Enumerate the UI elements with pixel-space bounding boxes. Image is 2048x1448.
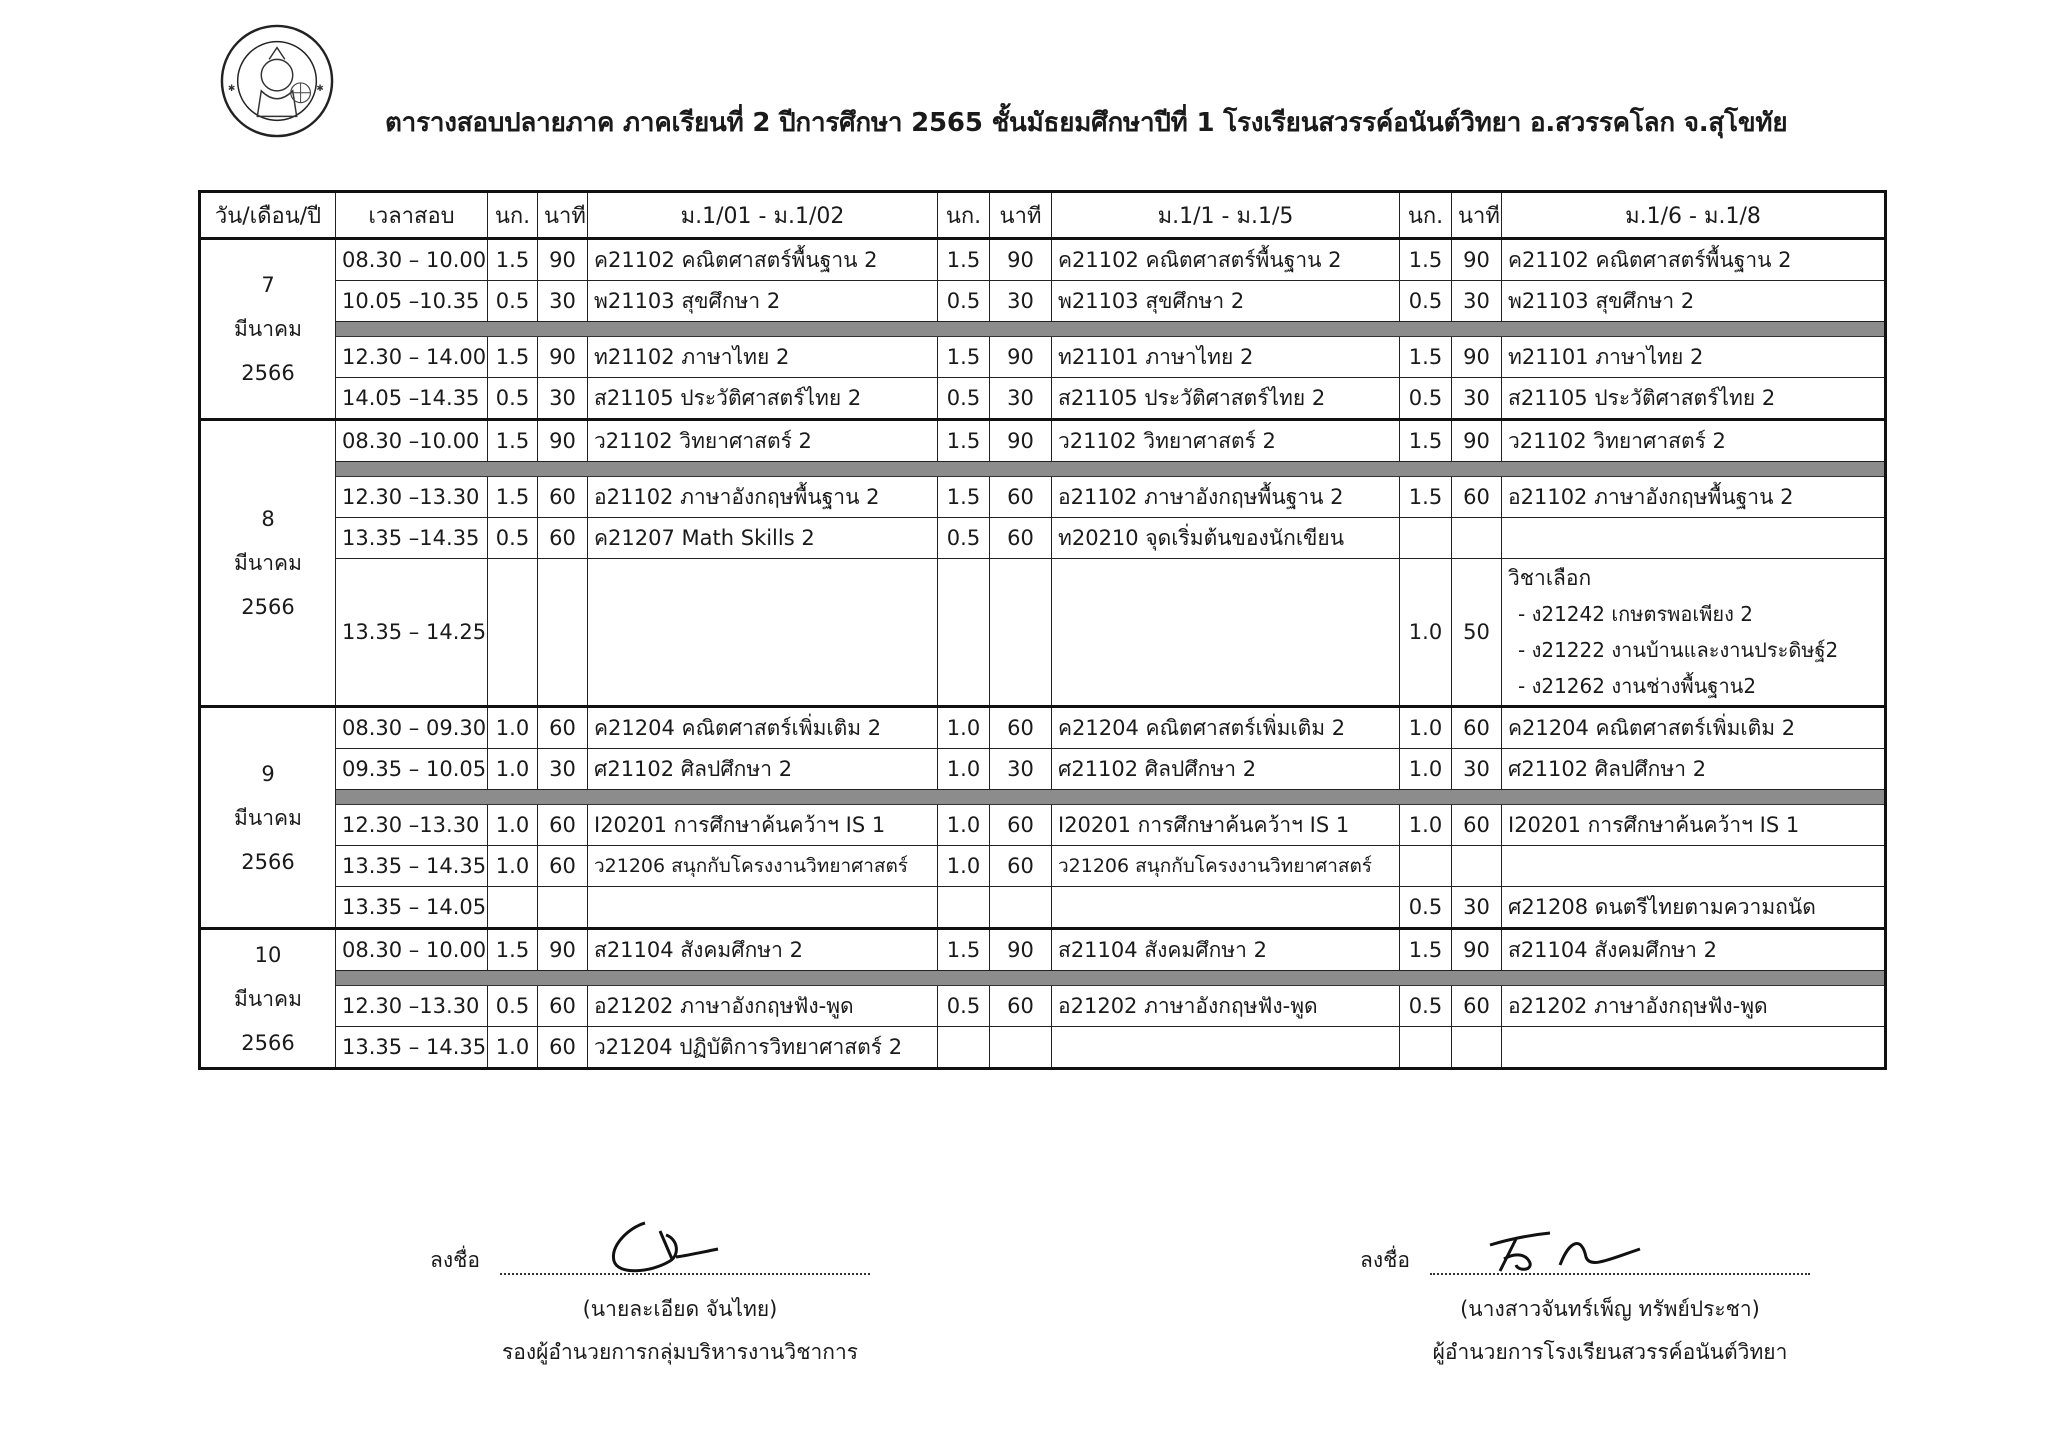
exam-time: 10.05 –10.35 — [336, 281, 488, 322]
minutes-cell: 90 — [538, 929, 588, 971]
elective-item: - ง21242 เกษตรพอเพียง 2 — [1518, 602, 1753, 626]
header-credit: นก. — [1400, 192, 1452, 239]
exam-time: 08.30 –10.00 — [336, 420, 488, 462]
signer-name: (นายละเอียด จันไทย) — [582, 1297, 778, 1321]
subject-cell: ส21105 ประวัติศาสตร์ไทย 2 — [588, 378, 938, 420]
credit-cell: 1.0 — [1400, 707, 1452, 749]
credit-cell: 0.5 — [938, 281, 990, 322]
subject-cell: ท21101 ภาษาไทย 2 — [1052, 337, 1400, 378]
subject-cell: ค21204 คณิตศาสตร์เพิ่มเติม 2 — [588, 707, 938, 749]
subject-cell: ท21101 ภาษาไทย 2 — [1502, 337, 1886, 378]
sign-label: ลงชื่อ — [430, 1248, 480, 1272]
sign-label: ลงชื่อ — [1360, 1248, 1410, 1272]
exam-time: 14.05 –14.35 — [336, 378, 488, 420]
table-row — [200, 281, 1886, 322]
subject-cell — [588, 887, 938, 929]
minutes-cell: 30 — [1452, 281, 1502, 322]
exam-time: 12.30 – 14.00 — [336, 337, 488, 378]
signer-name: (นางสาวจันทร์เพ็ญ ทรัพย์ประชา) — [1460, 1297, 1760, 1321]
credit-cell: 1.5 — [938, 420, 990, 462]
exam-time: 13.35 – 14.35 — [336, 846, 488, 887]
minutes-cell: 50 — [1452, 559, 1502, 707]
subject-cell: อ21202 ภาษาอังกฤษฟัง-พูด — [1052, 986, 1400, 1027]
day-cell: 7 มีนาคม 2566 — [200, 239, 336, 420]
minutes-cell: 30 — [538, 749, 588, 790]
subject-cell: พ21103 สุขศึกษา 2 — [588, 281, 938, 322]
table-row — [200, 1027, 1886, 1069]
exam-time: 12.30 –13.30 — [336, 986, 488, 1027]
exam-time: 08.30 – 09.30 — [336, 707, 488, 749]
header-date: วัน/เดือน/ปี — [200, 192, 336, 239]
credit-cell: 1.5 — [1400, 239, 1452, 281]
minutes-cell — [538, 887, 588, 929]
credit-cell: 1.0 — [488, 749, 538, 790]
subject-cell: ศ21208 ดนตรีไทยตามความถนัด — [1502, 887, 1886, 929]
minutes-cell: 90 — [538, 420, 588, 462]
svg-text:✱: ✱ — [227, 83, 236, 94]
credit-cell: 1.5 — [488, 929, 538, 971]
subject-cell: พ21103 สุขศึกษา 2 — [1502, 281, 1886, 322]
credit-cell: 1.5 — [488, 239, 538, 281]
elective-subjects-cell — [1502, 559, 1886, 707]
minutes-cell — [990, 887, 1052, 929]
subject-cell: ค21102 คณิตศาสตร์พื้นฐาน 2 — [1052, 239, 1400, 281]
credit-cell: 0.5 — [1400, 378, 1452, 420]
subject-cell: อ21102 ภาษาอังกฤษพื้นฐาน 2 — [1502, 477, 1886, 518]
subject-cell: ค21204 คณิตศาสตร์เพิ่มเติม 2 — [1052, 707, 1400, 749]
subject-cell: ว21102 วิทยาศาสตร์ 2 — [1502, 420, 1886, 462]
credit-cell: 0.5 — [1400, 887, 1452, 929]
day-cell: 9 มีนาคม 2566 — [200, 707, 336, 929]
minutes-cell: 60 — [990, 707, 1052, 749]
elective-item: - ง21262 งานช่างพื้นฐาน2 — [1518, 674, 1757, 698]
credit-cell: 0.5 — [1400, 281, 1452, 322]
minutes-cell: 60 — [538, 707, 588, 749]
credit-cell: 1.5 — [938, 477, 990, 518]
credit-cell: 0.5 — [938, 986, 990, 1027]
minutes-cell: 90 — [990, 239, 1052, 281]
header-credit: นก. — [488, 192, 538, 239]
table-row — [200, 846, 1886, 887]
credit-cell: 1.5 — [488, 420, 538, 462]
subject-cell: อ21202 ภาษาอังกฤษฟัง-พูด — [588, 986, 938, 1027]
subject-cell: ส21104 สังคมศึกษา 2 — [1052, 929, 1400, 971]
exam-time: 09.35 – 10.05 — [336, 749, 488, 790]
minutes-cell — [1452, 1027, 1502, 1069]
subject-cell: ว21206 สนุกกับโครงงานวิทยาศาสตร์ — [1052, 846, 1400, 887]
minutes-cell: 60 — [538, 986, 588, 1027]
minutes-cell: 60 — [1452, 477, 1502, 518]
credit-cell: 0.5 — [488, 518, 538, 559]
subject-cell: ค21102 คณิตศาสตร์พื้นฐาน 2 — [588, 239, 938, 281]
minutes-cell: 90 — [1452, 239, 1502, 281]
credit-cell: 0.5 — [938, 518, 990, 559]
exam-time: 08.30 – 10.00 — [336, 929, 488, 971]
subject-cell: ท21102 ภาษาไทย 2 — [588, 337, 938, 378]
credit-cell — [938, 1027, 990, 1069]
minutes-cell: 30 — [990, 749, 1052, 790]
minutes-cell: 60 — [538, 846, 588, 887]
document-title: ตารางสอบปลายภาค ภาคเรียนที่ 2 ปีการศึกษา 2565 ชั้นมัธยมศึกษาปีที่ 1 โรงเรียนสวรรค์อนันต์วิทยา อ.สวรรคโลก จ.สุโขทัย — [385, 108, 1788, 138]
table-row — [200, 477, 1886, 518]
minutes-cell: 90 — [538, 239, 588, 281]
table-row — [200, 337, 1886, 378]
credit-cell: 1.0 — [1400, 805, 1452, 846]
header-group-1: ม.1/01 - ม.1/02 — [588, 192, 938, 239]
credit-cell: 0.5 — [488, 986, 538, 1027]
credit-cell: 1.5 — [1400, 929, 1452, 971]
minutes-cell: 30 — [538, 281, 588, 322]
minutes-cell: 60 — [990, 477, 1052, 518]
minutes-cell: 90 — [1452, 929, 1502, 971]
subject-cell: ว21204 ปฏิบัติการวิทยาศาสตร์ 2 — [588, 1027, 938, 1069]
subject-cell — [1502, 846, 1886, 887]
table-row — [200, 239, 1886, 281]
credit-cell — [938, 887, 990, 929]
credit-cell — [488, 887, 538, 929]
subject-cell: ค21204 คณิตศาสตร์เพิ่มเติม 2 — [1502, 707, 1886, 749]
minutes-cell: 60 — [990, 805, 1052, 846]
minutes-cell: 30 — [990, 378, 1052, 420]
credit-cell: 1.5 — [488, 477, 538, 518]
credit-cell: 1.5 — [1400, 420, 1452, 462]
header-row — [200, 192, 1886, 239]
exam-time: 13.35 –14.35 — [336, 518, 488, 559]
subject-cell: ว21102 วิทยาศาสตร์ 2 — [588, 420, 938, 462]
elective-item: - ง21222 งานบ้านและงานประดิษฐ์2 — [1518, 638, 1839, 662]
subject-cell: อ21102 ภาษาอังกฤษพื้นฐาน 2 — [588, 477, 938, 518]
credit-cell: 1.0 — [938, 805, 990, 846]
minutes-cell — [990, 559, 1052, 707]
school-logo — [218, 22, 336, 140]
minutes-cell: 60 — [538, 477, 588, 518]
lunch-break-row — [200, 322, 1886, 337]
subject-cell: อ21202 ภาษาอังกฤษฟัง-พูด — [1502, 986, 1886, 1027]
minutes-cell: 90 — [990, 420, 1052, 462]
table-row — [200, 805, 1886, 846]
credit-cell: 1.0 — [488, 805, 538, 846]
credit-cell: 1.5 — [938, 929, 990, 971]
minutes-cell: 30 — [1452, 378, 1502, 420]
signer-position: ผู้อำนวยการโรงเรียนสวรรค์อนันต์วิทยา — [1432, 1340, 1788, 1364]
header-group-3: ม.1/6 - ม.1/8 — [1502, 192, 1886, 239]
subject-cell: ส21104 สังคมศึกษา 2 — [588, 929, 938, 971]
subject-cell: ว21206 สนุกกับโครงงานวิทยาศาสตร์ — [588, 846, 938, 887]
minutes-cell: 60 — [538, 518, 588, 559]
credit-cell: 1.5 — [1400, 477, 1452, 518]
subject-cell: ส21105 ประวัติศาสตร์ไทย 2 — [1502, 378, 1886, 420]
table-row — [200, 559, 1886, 707]
subject-cell — [588, 559, 938, 707]
subject-cell — [1502, 1027, 1886, 1069]
minutes-cell: 30 — [538, 378, 588, 420]
lunch-break-row — [200, 462, 1886, 477]
exam-time: 13.35 – 14.05 — [336, 887, 488, 929]
minutes-cell: 60 — [1452, 707, 1502, 749]
credit-cell: 1.0 — [488, 1027, 538, 1069]
subject-cell: อ21102 ภาษาอังกฤษพื้นฐาน 2 — [1052, 477, 1400, 518]
credit-cell: 1.5 — [488, 337, 538, 378]
credit-cell: 1.5 — [938, 337, 990, 378]
credit-cell — [1400, 1027, 1452, 1069]
minutes-cell: 90 — [990, 337, 1052, 378]
subject-cell: ศ21102 ศิลปศึกษา 2 — [588, 749, 938, 790]
credit-cell: 0.5 — [488, 378, 538, 420]
minutes-cell: 30 — [1452, 749, 1502, 790]
minutes-cell: 60 — [538, 805, 588, 846]
header-minutes: นาที — [1452, 192, 1502, 239]
minutes-cell: 60 — [990, 846, 1052, 887]
subject-cell — [1052, 1027, 1400, 1069]
credit-cell: 0.5 — [1400, 986, 1452, 1027]
signature-block-right — [1350, 1215, 1870, 1369]
minutes-cell: 60 — [1452, 805, 1502, 846]
handwritten-signature — [600, 1215, 750, 1281]
subject-cell: ศ21102 ศิลปศึกษา 2 — [1052, 749, 1400, 790]
svg-text:✱: ✱ — [316, 83, 324, 94]
subject-cell: ว21102 วิทยาศาสตร์ 2 — [1052, 420, 1400, 462]
exam-time: 13.35 – 14.25 — [336, 559, 488, 707]
subject-cell: ส21105 ประวัติศาสตร์ไทย 2 — [1052, 378, 1400, 420]
minutes-cell: 30 — [1452, 887, 1502, 929]
day-cell: 8 มีนาคม 2566 — [200, 420, 336, 707]
subject-cell — [1502, 518, 1886, 559]
table-row — [200, 929, 1886, 971]
exam-time: 12.30 –13.30 — [336, 805, 488, 846]
minutes-cell: 60 — [990, 986, 1052, 1027]
table-row — [200, 707, 1886, 749]
header-minutes: นาที — [990, 192, 1052, 239]
credit-cell: 1.0 — [938, 749, 990, 790]
minutes-cell — [1452, 518, 1502, 559]
subject-cell: I20201 การศึกษาค้นคว้าฯ IS 1 — [588, 805, 938, 846]
minutes-cell: 60 — [1452, 986, 1502, 1027]
subject-cell — [1052, 887, 1400, 929]
table-row — [200, 887, 1886, 929]
table-row — [200, 986, 1886, 1027]
credit-cell: 0.5 — [488, 281, 538, 322]
table-row — [200, 749, 1886, 790]
credit-cell — [1400, 518, 1452, 559]
credit-cell — [488, 559, 538, 707]
signer-position: รองผู้อำนวยการกลุ่มบริหารงานวิชาการ — [501, 1340, 859, 1364]
minutes-cell — [990, 1027, 1052, 1069]
header-credit: นก. — [938, 192, 990, 239]
credit-cell — [938, 559, 990, 707]
credit-cell: 1.5 — [938, 239, 990, 281]
exam-time: 12.30 –13.30 — [336, 477, 488, 518]
table-row — [200, 378, 1886, 420]
subject-cell: I20201 การศึกษาค้นคว้าฯ IS 1 — [1052, 805, 1400, 846]
exam-time: 13.35 – 14.35 — [336, 1027, 488, 1069]
subject-cell: I20201 การศึกษาค้นคว้าฯ IS 1 — [1502, 805, 1886, 846]
handwritten-signature — [1470, 1219, 1670, 1281]
minutes-cell: 90 — [1452, 420, 1502, 462]
credit-cell: 1.0 — [1400, 559, 1452, 707]
subject-cell: ศ21102 ศิลปศึกษา 2 — [1502, 749, 1886, 790]
credit-cell: 1.0 — [938, 707, 990, 749]
minutes-cell: 90 — [990, 929, 1052, 971]
elective-heading: วิชาเลือก — [1508, 566, 1592, 590]
signature-block-left — [420, 1215, 940, 1369]
day-cell: 10 มีนาคม 2566 — [200, 929, 336, 1069]
header-group-2: ม.1/1 - ม.1/5 — [1052, 192, 1400, 239]
credit-cell: 0.5 — [938, 378, 990, 420]
table-row — [200, 518, 1886, 559]
subject-cell: ส21104 สังคมศึกษา 2 — [1502, 929, 1886, 971]
credit-cell: 1.0 — [488, 707, 538, 749]
credit-cell: 1.5 — [1400, 337, 1452, 378]
credit-cell: 1.0 — [938, 846, 990, 887]
credit-cell: 1.0 — [488, 846, 538, 887]
subject-cell: ค21102 คณิตศาสตร์พื้นฐาน 2 — [1502, 239, 1886, 281]
minutes-cell — [1452, 846, 1502, 887]
exam-time: 08.30 – 10.00 — [336, 239, 488, 281]
exam-schedule-table — [198, 190, 1887, 1070]
subject-cell: ค21207 Math Skills 2 — [588, 518, 938, 559]
credit-cell — [1400, 846, 1452, 887]
header-minutes: นาที — [538, 192, 588, 239]
minutes-cell: 60 — [990, 518, 1052, 559]
table-row — [200, 420, 1886, 462]
subject-cell: ท20210 จุดเริ่มต้นของนักเขียน — [1052, 518, 1400, 559]
lunch-break-row — [200, 790, 1886, 805]
header-time: เวลาสอบ — [336, 192, 488, 239]
minutes-cell: 30 — [990, 281, 1052, 322]
minutes-cell: 90 — [1452, 337, 1502, 378]
minutes-cell: 90 — [538, 337, 588, 378]
credit-cell: 1.0 — [1400, 749, 1452, 790]
subject-cell: พ21103 สุขศึกษา 2 — [1052, 281, 1400, 322]
lunch-break-row — [200, 971, 1886, 986]
subject-cell — [1052, 559, 1400, 707]
minutes-cell: 60 — [538, 1027, 588, 1069]
minutes-cell — [538, 559, 588, 707]
